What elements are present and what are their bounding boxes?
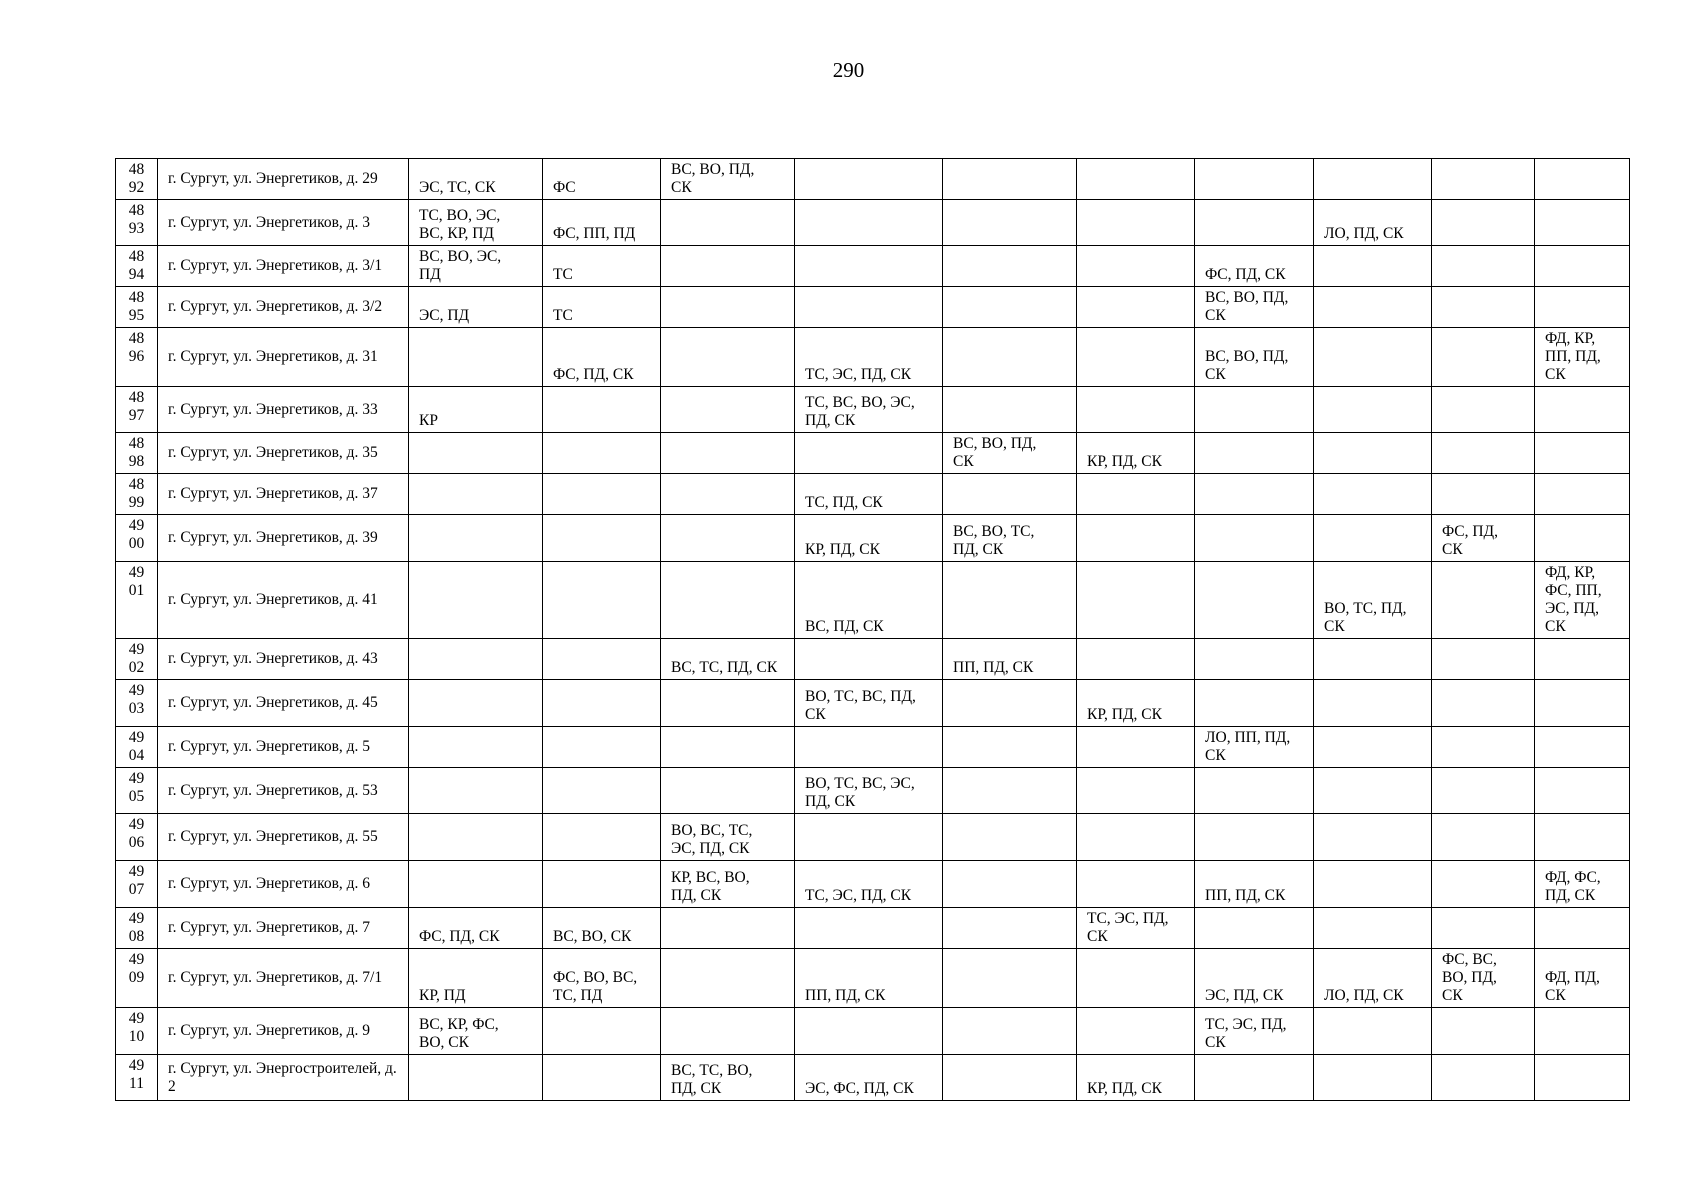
table-row <box>116 328 1630 387</box>
work-type-cell <box>1195 159 1314 200</box>
work-type-cell <box>1314 159 1432 200</box>
work-type-cell <box>1535 1008 1630 1055</box>
table-row <box>116 1008 1630 1055</box>
work-type-cell <box>1195 639 1314 680</box>
work-type-cell: КР <box>409 387 543 433</box>
work-type-cell <box>1535 768 1630 814</box>
work-type-cell <box>1432 328 1535 387</box>
work-type-cell <box>409 814 543 861</box>
address-cell: г. Сургут, ул. Энергетиков, д. 53 <box>158 768 409 814</box>
work-type-cell <box>543 727 661 768</box>
work-type-cell <box>795 200 943 246</box>
work-type-cell <box>1195 387 1314 433</box>
work-type-cell <box>1314 1008 1432 1055</box>
row-number: 48 95 <box>116 287 158 328</box>
work-type-cell <box>1077 474 1195 515</box>
work-type-cell <box>1314 433 1432 474</box>
work-type-cell: КР, ПД, СК <box>795 515 943 562</box>
work-type-cell <box>1314 908 1432 949</box>
work-type-cell: ВО, ТС, ПД, СК <box>1314 562 1432 639</box>
work-type-cell <box>1432 1055 1535 1101</box>
work-type-cell: ЛО, ПД, СК <box>1314 949 1432 1008</box>
work-type-cell <box>943 768 1077 814</box>
work-type-cell: ТС, ПД, СК <box>795 474 943 515</box>
address-cell: г. Сургут, ул. Энергетиков, д. 5 <box>158 727 409 768</box>
work-type-cell <box>409 1055 543 1101</box>
work-type-cell <box>543 474 661 515</box>
work-type-cell <box>795 159 943 200</box>
work-type-cell: ПП, ПД, СК <box>1195 861 1314 908</box>
work-type-cell <box>1195 515 1314 562</box>
table-row <box>116 474 1630 515</box>
work-type-cell <box>1432 287 1535 328</box>
work-type-cell: ТС, ВО, ЭС, ВС, КР, ПД <box>409 200 543 246</box>
row-number: 49 01 <box>116 562 158 639</box>
work-type-cell <box>1432 908 1535 949</box>
work-type-cell: ВС, ТС, ВО, ПД, СК <box>661 1055 795 1101</box>
work-type-cell <box>1077 200 1195 246</box>
work-type-cell <box>1195 433 1314 474</box>
work-type-cell <box>1535 387 1630 433</box>
work-type-cell <box>409 768 543 814</box>
work-type-cell <box>543 680 661 727</box>
table-row <box>116 387 1630 433</box>
work-type-cell <box>1432 200 1535 246</box>
work-type-cell <box>943 908 1077 949</box>
work-type-cell: ТС, ЭС, ПД, СК <box>1195 1008 1314 1055</box>
row-number: 49 08 <box>116 908 158 949</box>
work-type-cell <box>795 727 943 768</box>
work-type-cell <box>661 949 795 1008</box>
work-type-cell <box>1314 1055 1432 1101</box>
work-type-cell <box>661 515 795 562</box>
work-type-cell: ЭС, ФС, ПД, СК <box>795 1055 943 1101</box>
work-type-cell <box>1314 387 1432 433</box>
work-type-cell <box>1432 639 1535 680</box>
work-type-cell <box>409 474 543 515</box>
address-cell: г. Сургут, ул. Энергетиков, д. 6 <box>158 861 409 908</box>
row-number: 49 07 <box>116 861 158 908</box>
work-type-cell <box>1195 474 1314 515</box>
row-number: 49 10 <box>116 1008 158 1055</box>
table-row <box>116 949 1630 1008</box>
address-cell: г. Сургут, ул. Энергетиков, д. 33 <box>158 387 409 433</box>
work-type-cell <box>409 562 543 639</box>
work-type-cell <box>543 768 661 814</box>
work-type-cell <box>543 814 661 861</box>
work-type-cell: ТС, ЭС, ПД, СК <box>1077 908 1195 949</box>
address-cell: г. Сургут, ул. Энергетиков, д. 41 <box>158 562 409 639</box>
work-type-cell: ВС, ПД, СК <box>795 562 943 639</box>
work-type-cell <box>795 908 943 949</box>
work-type-cell <box>409 433 543 474</box>
address-cell: г. Сургут, ул. Энергетиков, д. 45 <box>158 680 409 727</box>
work-type-cell: КР, ПД, СК <box>1077 680 1195 727</box>
work-type-cell <box>1535 474 1630 515</box>
work-type-cell <box>409 680 543 727</box>
work-type-cell: ВС, ВО, ЭС, ПД <box>409 246 543 287</box>
work-type-cell <box>943 287 1077 328</box>
work-type-cell <box>943 680 1077 727</box>
work-type-cell <box>1077 949 1195 1008</box>
work-type-cell <box>1535 246 1630 287</box>
address-cell: г. Сургут, ул. Энергетиков, д. 9 <box>158 1008 409 1055</box>
work-type-cell <box>661 768 795 814</box>
work-type-cell <box>795 639 943 680</box>
table-row <box>116 433 1630 474</box>
row-number: 49 09 <box>116 949 158 1008</box>
work-type-cell <box>661 433 795 474</box>
work-type-cell: ФС, ПД, СК <box>409 908 543 949</box>
work-type-cell <box>1077 287 1195 328</box>
work-type-cell: ФС, ВС, ВО, ПД, СК <box>1432 949 1535 1008</box>
row-number: 48 93 <box>116 200 158 246</box>
work-type-cell <box>1535 433 1630 474</box>
work-type-cell: КР, ПД, СК <box>1077 1055 1195 1101</box>
table-row <box>116 639 1630 680</box>
work-type-cell <box>1077 159 1195 200</box>
address-cell: г. Сургут, ул. Энергостроителей, д. 2 <box>158 1055 409 1101</box>
work-type-cell <box>1535 159 1630 200</box>
address-cell: г. Сургут, ул. Энергетиков, д. 39 <box>158 515 409 562</box>
table-row <box>116 908 1630 949</box>
table-row <box>116 814 1630 861</box>
row-number: 48 94 <box>116 246 158 287</box>
work-type-cell <box>1195 200 1314 246</box>
address-cell: г. Сургут, ул. Энергетиков, д. 43 <box>158 639 409 680</box>
work-type-cell: ЭС, ПД, СК <box>1195 949 1314 1008</box>
work-type-cell: ПП, ПД, СК <box>943 639 1077 680</box>
work-type-cell <box>1314 814 1432 861</box>
work-type-cell: ФС, ПД, СК <box>1432 515 1535 562</box>
page-number: 290 <box>832 58 865 82</box>
address-cell: г. Сургут, ул. Энергетиков, д. 7 <box>158 908 409 949</box>
work-type-cell: ПП, ПД, СК <box>795 949 943 1008</box>
work-type-cell <box>661 246 795 287</box>
work-type-cell: ТС, ВС, ВО, ЭС, ПД, СК <box>795 387 943 433</box>
work-type-cell <box>1195 680 1314 727</box>
work-type-cell: ВС, ВО, ПД, СК <box>943 433 1077 474</box>
work-type-cell <box>1535 287 1630 328</box>
work-type-cell <box>1314 328 1432 387</box>
work-type-cell: ЛО, ПП, ПД, СК <box>1195 727 1314 768</box>
row-number: 48 98 <box>116 433 158 474</box>
work-type-cell <box>1195 908 1314 949</box>
work-type-cell <box>795 1008 943 1055</box>
work-type-cell: ФС, ПД, СК <box>1195 246 1314 287</box>
work-type-cell <box>661 474 795 515</box>
table-row <box>116 287 1630 328</box>
work-type-cell <box>795 246 943 287</box>
work-type-cell <box>1077 387 1195 433</box>
work-type-cell <box>1432 814 1535 861</box>
row-number: 48 99 <box>116 474 158 515</box>
registry-table <box>115 158 1630 1101</box>
work-type-cell <box>795 814 943 861</box>
address-cell: г. Сургут, ул. Энергетиков, д. 37 <box>158 474 409 515</box>
work-type-cell <box>943 1055 1077 1101</box>
work-type-cell <box>1432 768 1535 814</box>
work-type-cell <box>1077 515 1195 562</box>
work-type-cell: ТС <box>543 246 661 287</box>
work-type-cell <box>543 861 661 908</box>
work-type-cell <box>1432 246 1535 287</box>
work-type-cell: ФС, ПП, ПД <box>543 200 661 246</box>
work-type-cell <box>661 908 795 949</box>
work-type-cell: ВО, ТС, ВС, ЭС, ПД, СК <box>795 768 943 814</box>
work-type-cell <box>661 680 795 727</box>
work-type-cell <box>1314 287 1432 328</box>
table-row <box>116 246 1630 287</box>
work-type-cell <box>1314 680 1432 727</box>
work-type-cell <box>943 474 1077 515</box>
work-type-cell: ФД, ПД, СК <box>1535 949 1630 1008</box>
work-type-cell <box>1314 515 1432 562</box>
work-type-cell <box>1535 200 1630 246</box>
row-number: 49 04 <box>116 727 158 768</box>
work-type-cell <box>1432 861 1535 908</box>
work-type-cell: ФД, ФС, ПД, СК <box>1535 861 1630 908</box>
table-row <box>116 680 1630 727</box>
work-type-cell <box>409 861 543 908</box>
address-cell: г. Сургут, ул. Энергетиков, д. 3 <box>158 200 409 246</box>
row-number: 49 02 <box>116 639 158 680</box>
table-row <box>116 159 1630 200</box>
work-type-cell <box>1077 562 1195 639</box>
work-type-cell <box>1314 861 1432 908</box>
work-type-cell <box>1195 814 1314 861</box>
work-type-cell <box>1535 639 1630 680</box>
work-type-cell: ВС, КР, ФС, ВО, СК <box>409 1008 543 1055</box>
row-number: 48 96 <box>116 328 158 387</box>
work-type-cell <box>1535 908 1630 949</box>
row-number: 49 00 <box>116 515 158 562</box>
row-number: 49 06 <box>116 814 158 861</box>
work-type-cell: ВС, ТС, ПД, СК <box>661 639 795 680</box>
work-type-cell <box>943 814 1077 861</box>
work-type-cell <box>661 287 795 328</box>
work-type-cell: ЭС, ПД <box>409 287 543 328</box>
work-type-cell <box>661 200 795 246</box>
work-type-cell <box>661 387 795 433</box>
work-type-cell <box>943 727 1077 768</box>
work-type-cell: ФС <box>543 159 661 200</box>
address-cell: г. Сургут, ул. Энергетиков, д. 7/1 <box>158 949 409 1008</box>
work-type-cell <box>1432 159 1535 200</box>
table-row <box>116 768 1630 814</box>
work-type-cell <box>1535 680 1630 727</box>
work-type-cell <box>1314 474 1432 515</box>
work-type-cell <box>543 433 661 474</box>
work-type-cell: ВС, ВО, ПД, СК <box>661 159 795 200</box>
work-type-cell <box>1314 639 1432 680</box>
work-type-cell <box>1432 433 1535 474</box>
work-type-cell <box>1077 639 1195 680</box>
table-row <box>116 200 1630 246</box>
work-type-cell <box>1195 768 1314 814</box>
work-type-cell: ТС, ЭС, ПД, СК <box>795 328 943 387</box>
work-type-cell <box>1077 861 1195 908</box>
work-type-cell <box>1077 246 1195 287</box>
work-type-cell: ТС <box>543 287 661 328</box>
table-row <box>116 727 1630 768</box>
work-type-cell <box>1314 727 1432 768</box>
work-type-cell <box>1535 1055 1630 1101</box>
row-number: 49 03 <box>116 680 158 727</box>
work-type-cell <box>543 1055 661 1101</box>
work-type-cell: ВС, ВО, СК <box>543 908 661 949</box>
work-type-cell <box>943 949 1077 1008</box>
work-type-cell <box>1077 768 1195 814</box>
work-type-cell <box>543 387 661 433</box>
work-type-cell: ВО, ТС, ВС, ПД, СК <box>795 680 943 727</box>
work-type-cell <box>943 387 1077 433</box>
work-type-cell <box>1432 1008 1535 1055</box>
row-number: 49 11 <box>116 1055 158 1101</box>
work-type-cell <box>661 562 795 639</box>
work-type-cell: ФД, КР, ПП, ПД, СК <box>1535 328 1630 387</box>
work-type-cell <box>943 1008 1077 1055</box>
work-type-cell <box>1432 680 1535 727</box>
work-type-cell <box>1077 727 1195 768</box>
work-type-cell: ФС, ВО, ВС, ТС, ПД <box>543 949 661 1008</box>
work-type-cell: ЭС, ТС, СК <box>409 159 543 200</box>
row-number: 48 92 <box>116 159 158 200</box>
work-type-cell <box>543 515 661 562</box>
address-cell: г. Сургут, ул. Энергетиков, д. 55 <box>158 814 409 861</box>
work-type-cell <box>1195 1055 1314 1101</box>
table-row <box>116 562 1630 639</box>
address-cell: г. Сургут, ул. Энергетиков, д. 31 <box>158 328 409 387</box>
work-type-cell <box>409 515 543 562</box>
work-type-cell: ФС, ПД, СК <box>543 328 661 387</box>
work-type-cell <box>543 1008 661 1055</box>
work-type-cell: ВС, ВО, ПД, СК <box>1195 328 1314 387</box>
work-type-cell <box>943 861 1077 908</box>
table-row <box>116 1055 1630 1101</box>
work-type-cell <box>1314 246 1432 287</box>
address-cell: г. Сургут, ул. Энергетиков, д. 35 <box>158 433 409 474</box>
row-number: 48 97 <box>116 387 158 433</box>
work-type-cell: ФД, КР, ФС, ПП, ЭС, ПД, СК <box>1535 562 1630 639</box>
table-row <box>116 861 1630 908</box>
work-type-cell <box>1432 474 1535 515</box>
address-cell: г. Сургут, ул. Энергетиков, д. 3/2 <box>158 287 409 328</box>
work-type-cell <box>1535 727 1630 768</box>
work-type-cell <box>1195 562 1314 639</box>
work-type-cell <box>943 159 1077 200</box>
work-type-cell: КР, ПД, СК <box>1077 433 1195 474</box>
work-type-cell <box>1432 562 1535 639</box>
work-type-cell <box>409 727 543 768</box>
work-type-cell: КР, ПД <box>409 949 543 1008</box>
work-type-cell: ТС, ЭС, ПД, СК <box>795 861 943 908</box>
address-cell: г. Сургут, ул. Энергетиков, д. 3/1 <box>158 246 409 287</box>
row-number: 49 05 <box>116 768 158 814</box>
work-type-cell: ВО, ВС, ТС, ЭС, ПД, СК <box>661 814 795 861</box>
work-type-cell <box>1077 1008 1195 1055</box>
work-type-cell: КР, ВС, ВО, ПД, СК <box>661 861 795 908</box>
address-cell: г. Сургут, ул. Энергетиков, д. 29 <box>158 159 409 200</box>
work-type-cell <box>1432 387 1535 433</box>
work-type-cell <box>543 562 661 639</box>
work-type-cell <box>943 562 1077 639</box>
work-type-cell <box>795 433 943 474</box>
work-type-cell <box>661 727 795 768</box>
work-type-cell: ВС, ВО, ТС, ПД, СК <box>943 515 1077 562</box>
work-type-cell <box>1535 515 1630 562</box>
table-row <box>116 515 1630 562</box>
work-type-cell <box>1535 814 1630 861</box>
work-type-cell <box>661 328 795 387</box>
work-type-cell <box>943 200 1077 246</box>
work-type-cell <box>1432 727 1535 768</box>
work-type-cell <box>543 639 661 680</box>
work-type-cell <box>409 639 543 680</box>
work-type-cell <box>661 1008 795 1055</box>
work-type-cell <box>1077 328 1195 387</box>
work-type-cell <box>943 328 1077 387</box>
work-type-cell <box>1077 814 1195 861</box>
work-type-cell <box>1314 768 1432 814</box>
work-type-cell <box>943 246 1077 287</box>
work-type-cell: ВС, ВО, ПД, СК <box>1195 287 1314 328</box>
work-type-cell <box>409 328 543 387</box>
table-body <box>116 159 1630 1101</box>
work-type-cell: ЛО, ПД, СК <box>1314 200 1432 246</box>
work-type-cell <box>795 287 943 328</box>
